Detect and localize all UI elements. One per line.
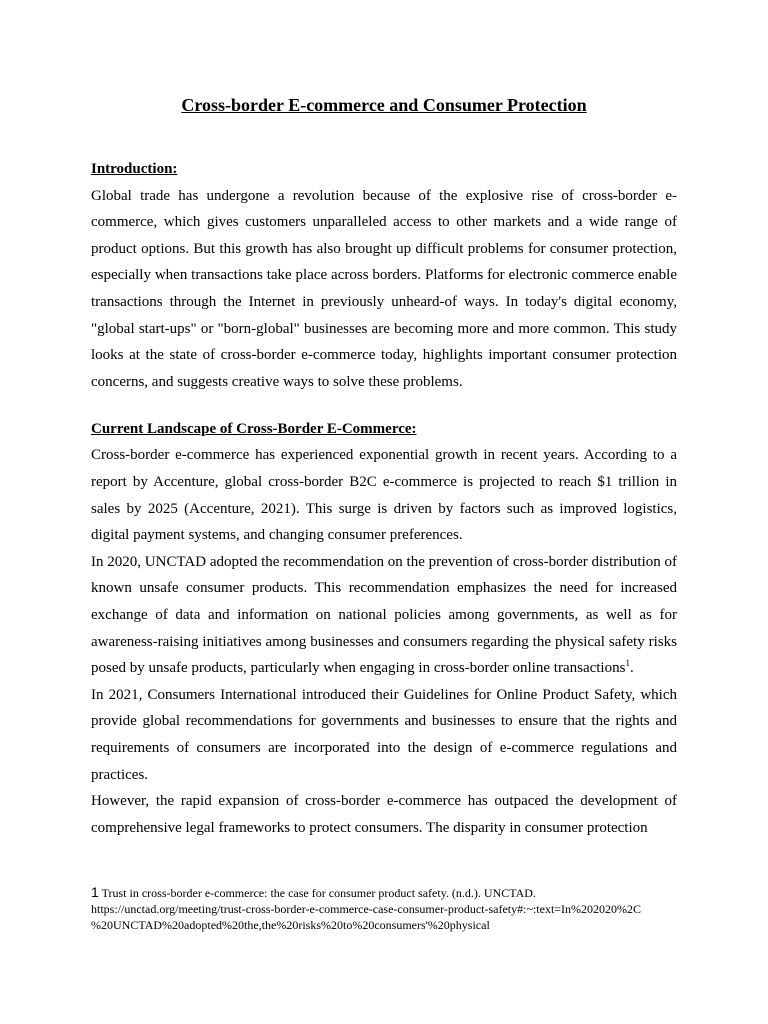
paragraph-legal-frameworks: However, the rapid expansion of cross-border e-commerce has outpaced the development of comprehensive legal frameworks to protect consumers. The disparity in consumer protection — [91, 793, 677, 836]
footnote-number: 1 — [91, 884, 99, 900]
page-title: Cross-border E-commerce and Consumer Protection — [181, 95, 587, 115]
paragraph-landscape-growth: Cross-border e-commerce has experienced exponential growth in recent years. According to a report by Accenture, global cross-border B2C e-commerce is projected to reach $1 trillion in sales by 2025 (Accenture, 2021). This surge is driven by factors such as improved logistics, digital payment systems, and changing consumer preferences. — [91, 447, 677, 544]
paragraph-unctad-2020-text: In 2020, UNCTAD adopted the recommendation on the prevention of cross-border distribution of known unsafe consumer products. This recommendation emphasizes the need for increased exchange of data and information on national policies among governments, as well as for awareness-raising initiatives among businesses and consumers regarding the physical safety risks posed by unsafe products, particularly when engaging in cross-border online transactions — [91, 553, 677, 677]
document-body — [91, 156, 677, 841]
section-heading-current-landscape: Current Landscape of Cross-Border E-Commerce: — [91, 420, 417, 437]
section-heading-introduction: Introduction: — [91, 161, 178, 177]
footnote-citation — [91, 884, 691, 901]
paragraph-introduction: Global trade has undergone a revolution because of the explosive rise of cross-border e-commerce, which gives customers unparalleled access to other markets and a wide range of product options. But this growth has also brought up difficult problems for consumer protection, especially when transactions take place across borders. Platforms for electronic commerce enable transactions through the Internet in previously unheard-of ways. In today's digital economy, "global start-ups" or "born-global" businesses are becoming more and more common. This study looks at the state of cross-border e-commerce today, highlights important consumer protection concerns, and suggests creative ways to solve these problems. — [91, 187, 677, 390]
footnote-text: Trust in cross-border e-commerce: the case for consumer product safety. (n.d.). UNCTAD. — [101, 886, 536, 900]
footnote — [91, 884, 691, 933]
paragraph-consumers-international-2021: In 2021, Consumers International introduced their Guidelines for Online Product Safety, which provide global recommendations for governments and businesses to ensure that the rights and requirements of consumers are incorporated into the design of e-commerce regulations and practices. — [91, 686, 677, 783]
footnote-reference-period: . — [629, 660, 634, 677]
footnote-url-line-1[interactable]: https://unctad.org/meeting/trust-cross-border-e-commerce-case-consumer-product-safety#:~:text=In%202020%2C — [91, 902, 642, 916]
paragraph-unctad-2020 — [91, 549, 677, 682]
footnote-reference[interactable]: 1 — [625, 658, 630, 669]
footnote-url-line-2[interactable]: %20UNCTAD%20adopted%20the,the%20risks%20to%20consumers'%20physical — [91, 918, 490, 932]
